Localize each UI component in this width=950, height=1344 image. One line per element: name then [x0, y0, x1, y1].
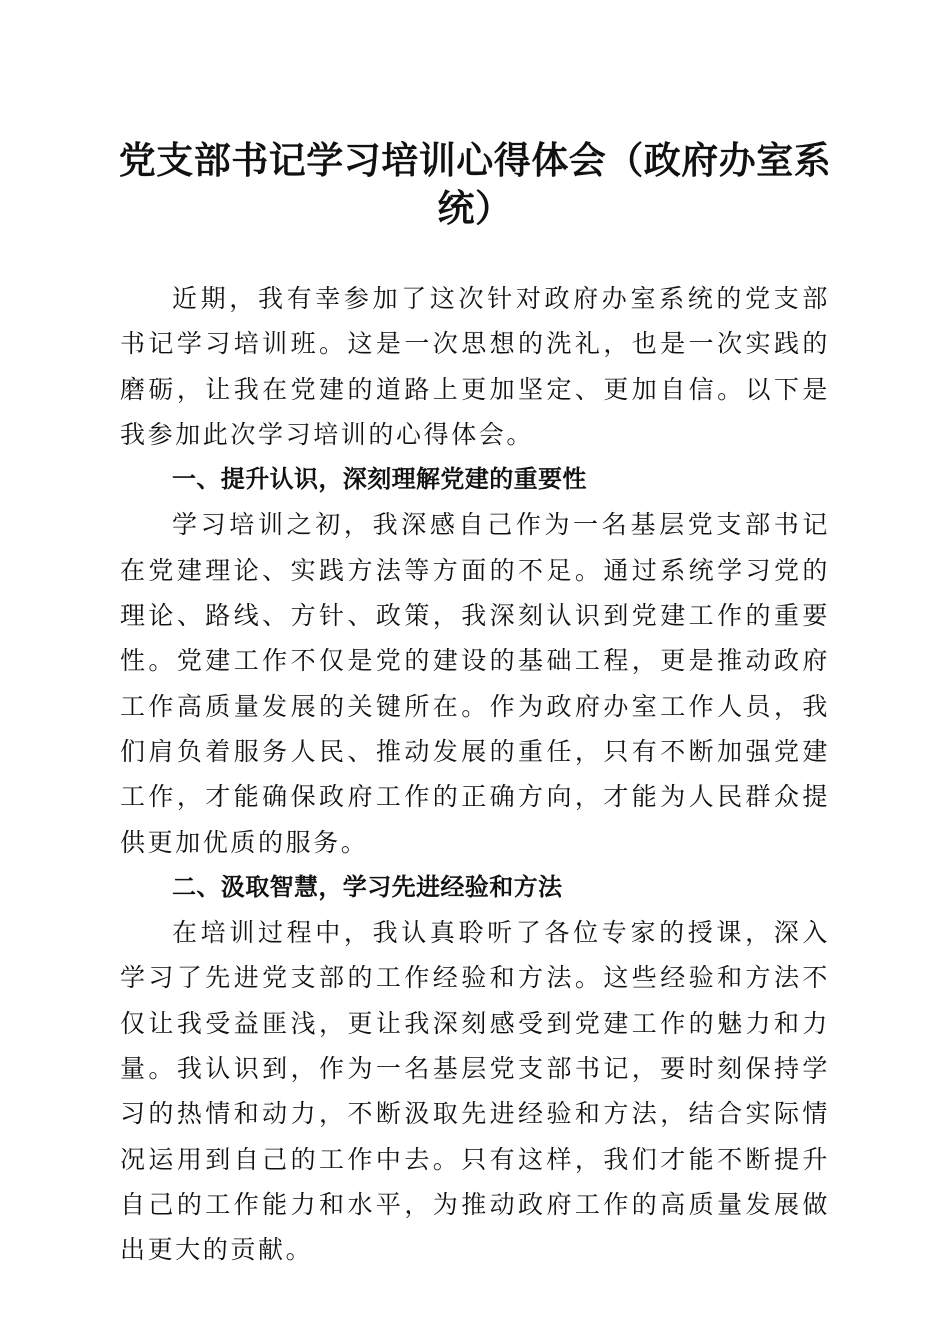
section-2-paragraph: 在培训过程中，我认真聆听了各位专家的授课，深入学习了先进党支部的工作经验和方法。这些经验和方法不仅让我受益匪浅，更让我深刻感受到党建工作的魅力和力量。我认识到，作为一名基层党支部书记，要时刻保持学习的热情和动力，不断汲取先进经验和方法，结合实际情况运用到自己的工作中去。只有这样，我们才能不断提升自己的工作能力和水平，为推动政府工作的高质量发展做出更大的贡献。: [120, 918, 830, 1265]
intro-paragraph: 近期，我有幸参加了这次针对政府办室系统的党支部书记学习培训班。这是一次思想的洗礼，也是一次实践的磨砺，让我在党建的道路上更加坚定、更加自信。以下是我参加此次学习培训的心得体会。: [120, 284, 830, 449]
section-1-paragraph: 学习培训之初，我深感自己作为一名基层党支部书记在党建理论、实践方法等方面的不足。通过系统学习党的理论、路线、方针、政策，我深刻认识到党建工作的重要性。党建工作不仅是党的建设的基础工程，更是推动政府工作高质量发展的关键所在。作为政府办室工作人员，我们肩负着服务人民、推动发展的重任，只有不断加强党建工作，才能确保政府工作的正确方向，才能为人民群众提供更加优质的服务。: [120, 510, 830, 857]
document-title: 党支部书记学习培训心得体会（政府办室系统）: [118, 138, 832, 230]
document-body: [120, 276, 830, 1273]
section-heading-1: 一、提升认识，深刻理解党建的重要性: [172, 465, 587, 494]
section-heading-2: 二、汲取智慧，学习先进经验和方法: [172, 872, 563, 901]
